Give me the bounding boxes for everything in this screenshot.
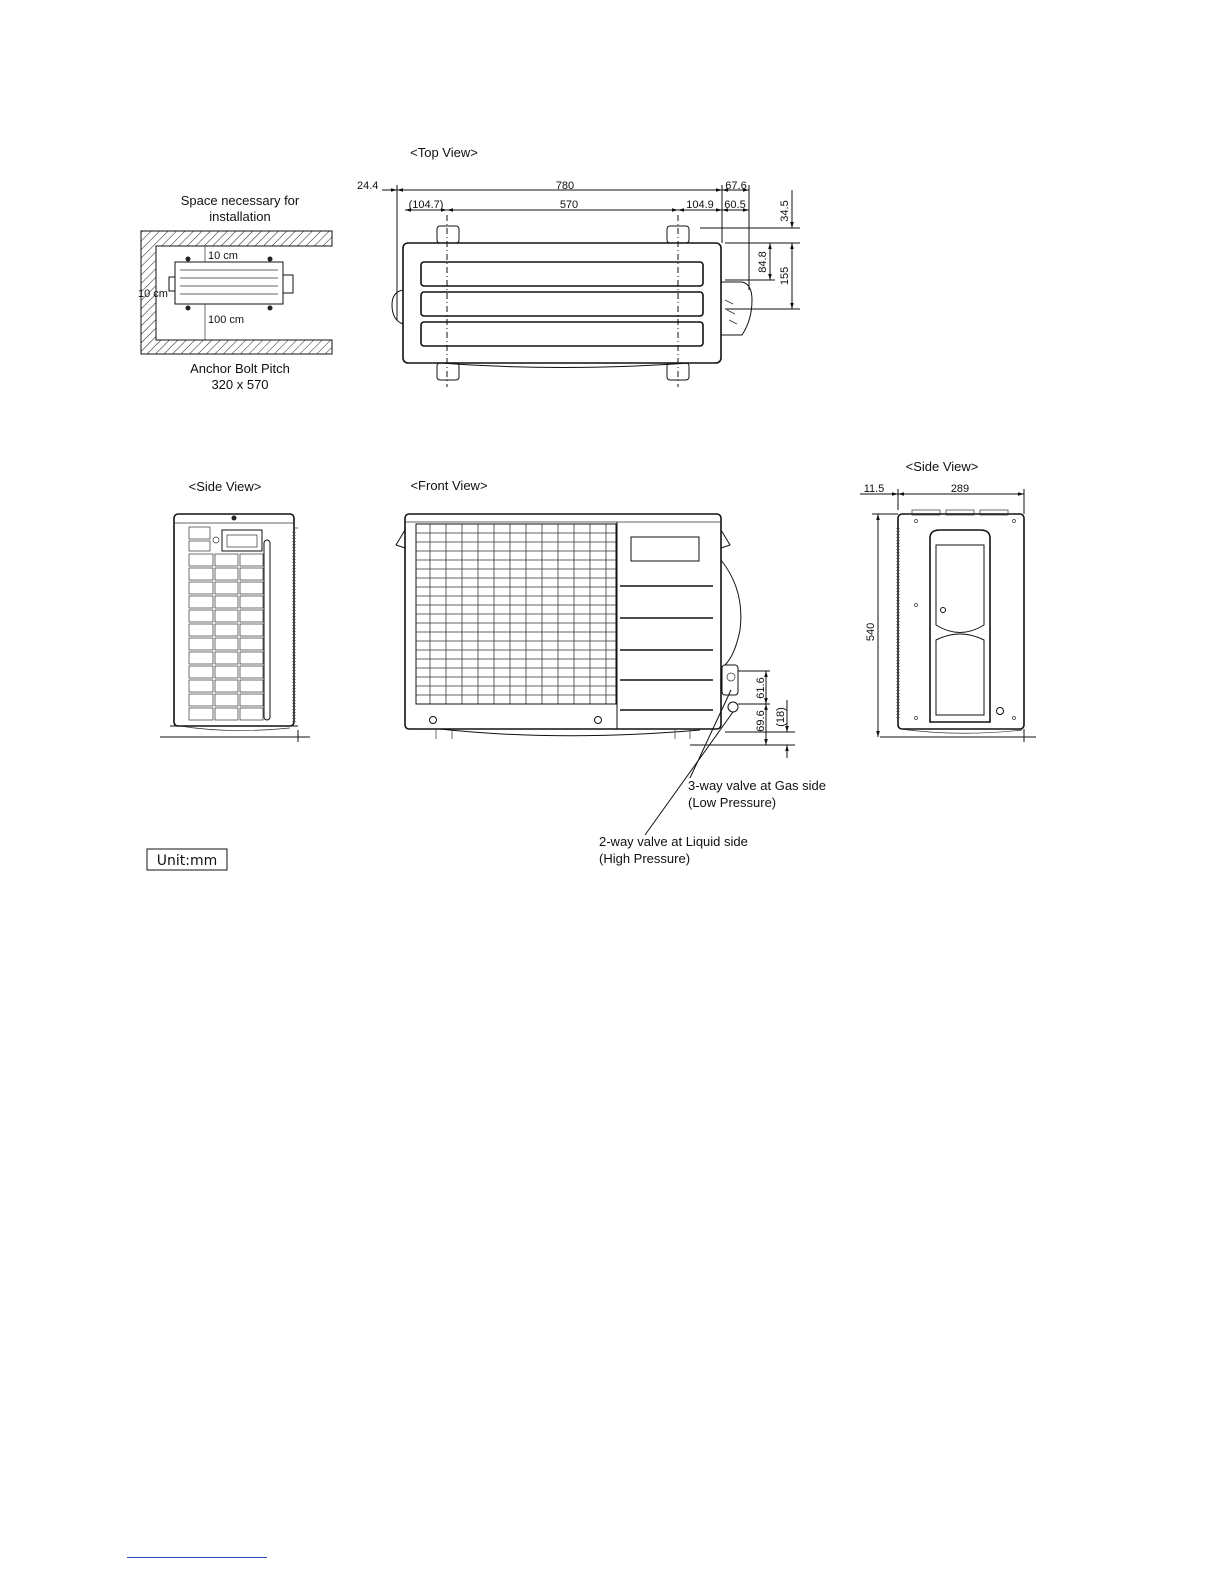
dim-18: (18) <box>775 707 787 727</box>
dim-69-6: 69.6 <box>755 710 767 732</box>
anchor-bolt-title: Anchor Bolt Pitch <box>190 361 290 376</box>
dim-780: 780 <box>555 180 575 192</box>
top-view-title: <Top View> <box>410 145 478 160</box>
top-view <box>357 145 800 387</box>
gas-valve-label: 3-way valve at Gas side <box>688 778 827 793</box>
gas-valve-pressure: (Low Pressure) <box>688 795 777 810</box>
unit-indicator <box>147 849 227 870</box>
dim-570: 570 <box>559 199 579 211</box>
dim-104-9: 104.9 <box>686 199 714 211</box>
valve-callouts <box>599 778 826 866</box>
dim-24-4: 24.4 <box>357 180 379 192</box>
liquid-valve-pressure: (High Pressure) <box>599 851 691 866</box>
space-top-gap: 10 cm <box>208 250 238 262</box>
liquid-valve-label: 2-way valve at Liquid side <box>599 834 748 849</box>
side-view-left-title: <Side View> <box>188 479 262 494</box>
dim-61-6: 61.6 <box>755 677 767 699</box>
space-title-line1: Space necessary for <box>180 193 300 208</box>
installation-space-diagram <box>138 193 332 392</box>
side-view-right <box>860 459 1036 742</box>
footer-rule <box>127 1557 267 1558</box>
space-title-line2: installation <box>209 209 271 224</box>
side-view-left <box>160 479 310 742</box>
space-bottom-gap: 100 cm <box>208 314 245 326</box>
dim-60-5: 60.5 <box>724 199 746 211</box>
side-view-right-title: <Side View> <box>905 459 979 474</box>
side-grille-cells <box>189 554 263 720</box>
dim-67-6: 67.6 <box>725 180 747 192</box>
unit-label: Unit:mm <box>156 853 218 869</box>
dim-540: 540 <box>865 622 877 642</box>
front-view-title: <Front View> <box>410 478 488 493</box>
dim-84-8: 84.8 <box>757 251 769 273</box>
dim-104-7: (104.7) <box>408 199 444 211</box>
dim-34-5: 34.5 <box>779 200 791 222</box>
space-left-gap: 10 cm <box>138 288 168 300</box>
anchor-bolt-pitch: 320 x 570 <box>211 377 269 392</box>
dim-11-5: 11.5 <box>863 483 885 495</box>
dim-289: 289 <box>950 483 970 495</box>
dim-155: 155 <box>779 266 791 286</box>
